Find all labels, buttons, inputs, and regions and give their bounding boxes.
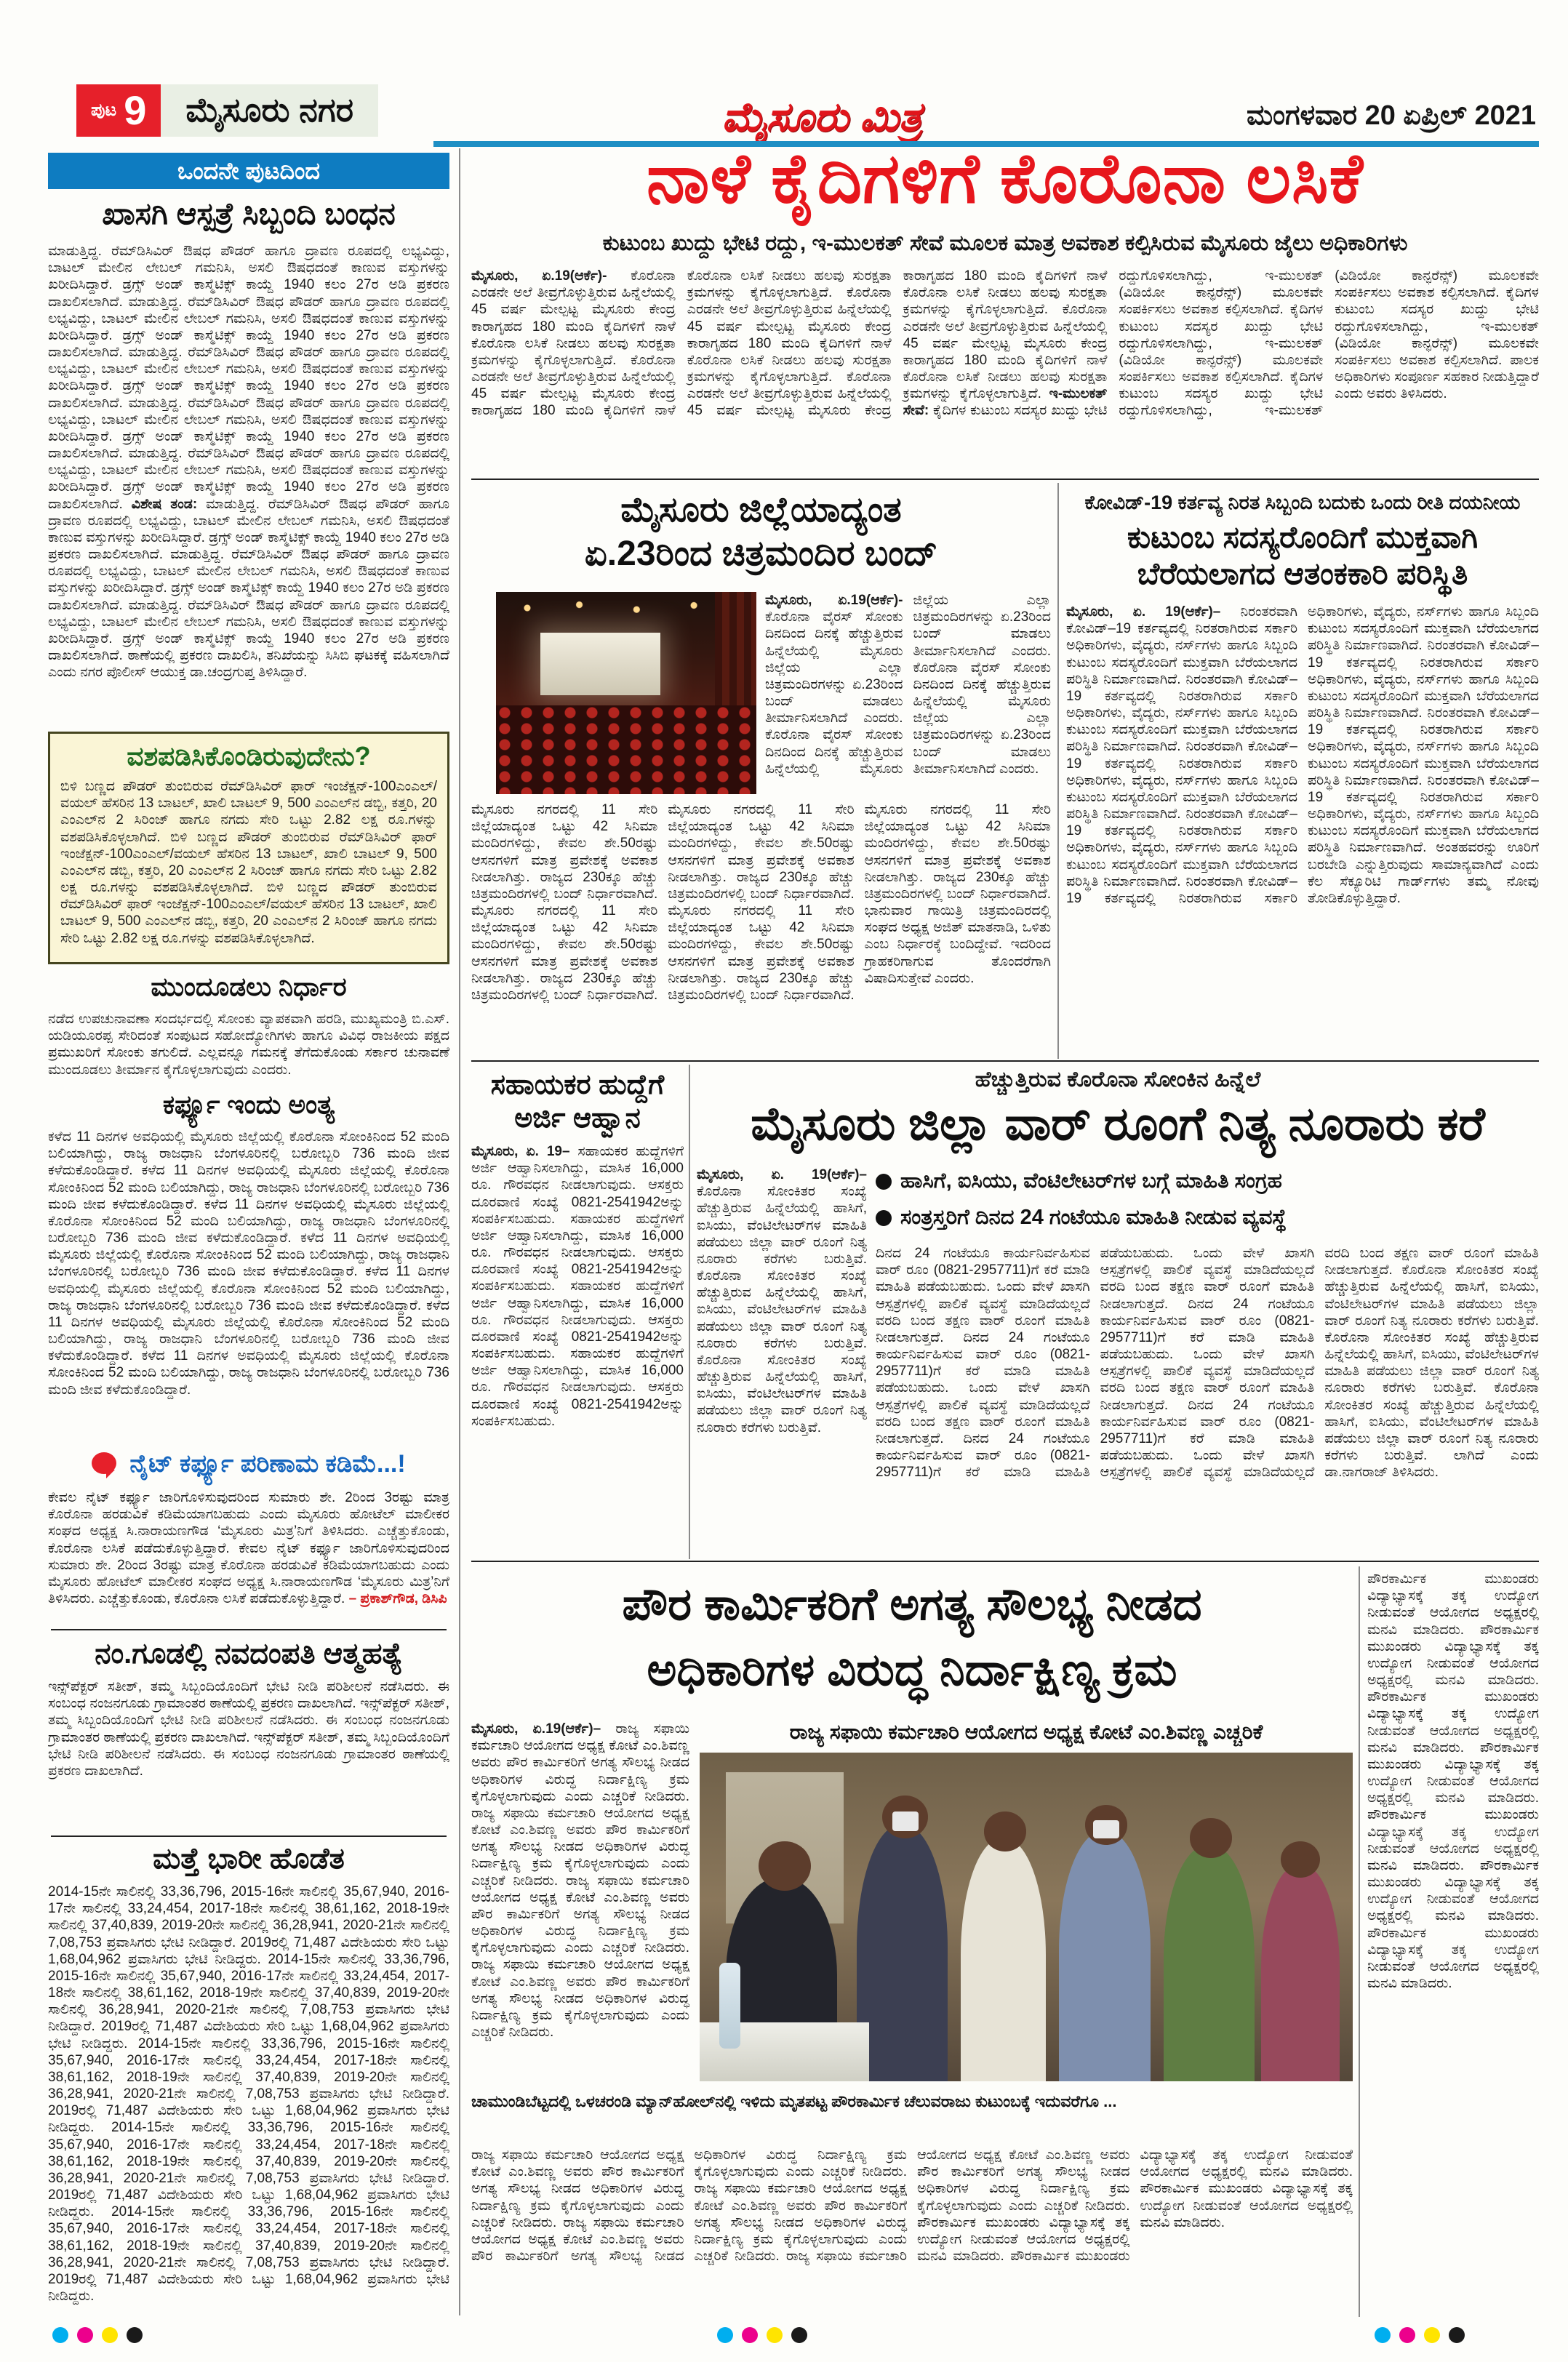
workers-right-text: ಪೌರಕಾರ್ಮಿಕ ಮುಖಂಡರು ವಿದ್ಯಾಭ್ಯಾಸಕ್ಕೆ ತಕ್ಕ ಉದ್ಯೋಗ ನೀಡುವಂತೆ ಆಯೋಗದ ಅಧ್ಯಕ್ಷರಲ್ಲಿ ಮನವಿ ಮಾಡಿದರು. ಪೌರಕಾರ್ಮಿಕ ಮುಖಂಡರು ವಿದ್ಯಾಭ್ಯಾಸಕ್ಕೆ ತಕ್ಕ ಉದ್ಯೋಗ ನೀಡುವಂತೆ ಆಯೋಗದ ಅಧ್ಯಕ್ಷರಲ್ಲಿ ಮನವಿ ಮಾಡಿದರು. ಪೌರಕಾರ್ಮಿಕ ಮುಖಂಡರು ವಿದ್ಯಾಭ್ಯಾಸಕ್ಕೆ ತಕ್ಕ ಉದ್ಯೋಗ ನೀಡುವಂತೆ ಆಯೋಗದ ಅಧ್ಯಕ್ಷರಲ್ಲಿ ಮನವಿ ಮಾಡಿದರು. ಪೌರಕಾರ್ಮಿಕ ಮುಖಂಡರು ವಿದ್ಯಾಭ್ಯಾಸಕ್ಕೆ ತಕ್ಕ ಉದ್ಯೋಗ ನೀಡುವಂತೆ ಆಯೋಗದ ಅಧ್ಯಕ್ಷರಲ್ಲಿ ಮನವಿ ಮಾಡಿದರು. ಪೌರಕಾರ್ಮಿಕ ಮುಖಂಡರು ವಿದ್ಯಾಭ್ಯಾಸಕ್ಕೆ ತಕ್ಕ ಉದ್ಯೋಗ ನೀಡುವಂತೆ ಆಯೋಗದ ಅಧ್ಯಕ್ಷರಲ್ಲಿ ಮನವಿ ಮಾಡಿದರು. ಪೌರಕಾರ್ಮಿಕ ಮುಖಂಡರು ವಿದ್ಯಾಭ್ಯಾಸಕ್ಕೆ ತಕ್ಕ ಉದ್ಯೋಗ ನೀಡುವಂತೆ ಆಯೋಗದ ಅಧ್ಯಕ್ಷರಲ್ಲಿ ಮನವಿ ಮಾಡಿದರು. ಪೌರಕಾರ್ಮಿಕ ಮುಖಂಡರು ವಿದ್ಯಾಭ್ಯಾಸಕ್ಕೆ ತಕ್ಕ ಉದ್ಯೋಗ ನೀಡುವಂತೆ ಆಯೋಗದ ಅಧ್ಯಕ್ಷರಲ್ಲಿ ಮನವಿ ಮಾಡಿದರು. [1367,1572,1539,1992]
section-name: ಮೈಸೂರು ನಗರ [161,84,378,137]
attribution: – ಪ್ರಕಾಶ್‌ಗೌಡ, ಡಿಸಿಪಿ [348,1591,447,1607]
covid-staff-dateline: ಮೈಸೂರು, ಏ. 19(ಆರ್ಕೆ)– [1066,604,1221,620]
assistant-headline-line1: ಸಹಾಯಕರ ಹುದ್ದೆಗೆ [490,1070,665,1100]
war-room-bullets [876,1168,1539,1241]
cinema-body-lower [471,801,1051,1056]
page-header-badge [76,84,378,137]
war-room-bullet-text: ಹಾಸಿಗೆ, ಐಸಿಯು, ವೆಂಟಿಲೇಟರ್‌ಗಳ ಬಗ್ಗೆ ಮಾಹಿತಿ ಸಂಗ್ರಹ [900,1169,1282,1193]
photo-person [961,1838,1046,2081]
photo-person-green-saree [1164,1845,1255,2081]
assistant-headline [471,1069,684,1135]
arrest-tail: ಠಾಣೆಯಲ್ಲಿ ಪ್ರಕರಣ ದಾಖಲಿಸಿ, ತನಿಖೆಯನ್ನು ಸಿಸಿಬಿ ಘಟಕಕ್ಕೆ ವಹಿಸಲಾಗಿದೆ ಎಂದು ನಗರ ಪೊಲೀಸ್ ಆಯುಕ್ತ ಡಾ.ಚಂದ್ರಗುಪ್ತ ತಿಳಿಸಿದ್ದಾರೆ. [48,648,449,681]
photo-cinema-hall [496,592,756,794]
photo-person [857,1825,948,2081]
blow-body [48,1883,449,2311]
war-room-dateline: ಮೈಸೂರು, ಏ. 19(ಆರ್ಕೆ)– [697,1167,867,1182]
cinema-text-2: ಮೈಸೂರು ನಗರದಲ್ಲಿ 11 ಸೇರಿ ಜಿಲ್ಲೆಯಾದ್ಯಂತ ಒಟ್ಟು 42 ಸಿನಿಮಾ ಮಂದಿರಗಳಿದ್ದು, ಕೇವಲ ಶೇ.50ರಷ್ಟು ಆಸನಗಳಿಗೆ ಮಾತ್ರ ಪ್ರವೇಶಕ್ಕೆ ಅವಕಾಶ ನೀಡಲಾಗಿತ್ತು. ರಾಜ್ಯದ 230ಕ್ಕೂ ಹೆಚ್ಚು ಚಿತ್ರಮಂದಿರಗಳಲ್ಲಿ ಬಂದ್ ನಿರ್ಧಾರವಾಗಿದೆ. ಮೈಸೂರು ನಗರದಲ್ಲಿ 11 ಸೇರಿ ಜಿಲ್ಲೆಯಾದ್ಯಂತ ಒಟ್ಟು 42 ಸಿನಿಮಾ ಮಂದಿರಗಳಿದ್ದು, ಕೇವಲ ಶೇ.50ರಷ್ಟು ಆಸನಗಳಿಗೆ ಮಾತ್ರ ಪ್ರವೇಶಕ್ಕೆ ಅವಕಾಶ ನೀಡಲಾಗಿತ್ತು. ರಾಜ್ಯದ 230ಕ್ಕೂ ಹೆಚ್ಚು ಚಿತ್ರಮಂದಿರಗಳಲ್ಲಿ ಬಂದ್ ನಿರ್ಧಾರವಾಗಿದೆ. ಮೈಸೂರು ನಗರದಲ್ಲಿ 11 ಸೇರಿ ಜಿಲ್ಲೆಯಾದ್ಯಂತ ಒಟ್ಟು 42 ಸಿನಿಮಾ ಮಂದಿರಗಳಿದ್ದು, ಕೇವಲ ಶೇ.50ರಷ್ಟು ಆಸನಗಳಿಗೆ ಮಾತ್ರ ಪ್ರವೇಶಕ್ಕೆ ಅವಕಾಶ ನೀಡಲಾಗಿತ್ತು. ರಾಜ್ಯದ 230ಕ್ಕೂ ಹೆಚ್ಚು ಚಿತ್ರಮಂದಿರಗಳಲ್ಲಿ ಬಂದ್ ನಿರ್ಧಾರವಾಗಿದೆ. ಮೈಸೂರು ನಗರದಲ್ಲಿ 11 ಸೇರಿ ಜಿಲ್ಲೆಯಾದ್ಯಂತ ಒಟ್ಟು 42 ಸಿನಿಮಾ ಮಂದಿರಗಳಿದ್ದು, ಕೇವಲ ಶೇ.50ರಷ್ಟು ಆಸನಗಳಿಗೆ ಮಾತ್ರ ಪ್ರವೇಶಕ್ಕೆ ಅವಕಾಶ ನೀಡಲಾಗಿತ್ತು. ರಾಜ್ಯದ 230ಕ್ಕೂ ಹೆಚ್ಚು ಚಿತ್ರಮಂದಿರಗಳಲ್ಲಿ ಬಂದ್ ನಿರ್ಧಾರವಾಗಿದೆ. ಮೈಸೂರು ನಗರದಲ್ಲಿ 11 ಸೇರಿ ಜಿಲ್ಲೆಯಾದ್ಯಂತ ಒಟ್ಟು 42 ಸಿನಿಮಾ ಮಂದಿರಗಳಿದ್ದು, ಕೇವಲ ಶೇ.50ರಷ್ಟು ಆಸನಗಳಿಗೆ ಮಾತ್ರ ಪ್ರವೇಶಕ್ಕೆ ಅವಕಾಶ ನೀಡಲಾಗಿತ್ತು. ರಾಜ್ಯದ 230ಕ್ಕೂ ಹೆಚ್ಚು ಚಿತ್ರಮಂದಿರಗಳಲ್ಲಿ ಬಂದ್ ನಿರ್ಧಾರವಾಗಿದೆ. [471,802,1051,1003]
postpone-body [48,1011,449,1085]
night-curfew-heading: ನೈಟ್ ಕರ್ಫ್ಯೂ ಪರಿಣಾಮ ಕಡಿಮೆ...! [129,1450,406,1478]
magenta-registration-dot [1399,2327,1415,2343]
cinema-headline [471,489,1051,576]
cinema-headline-line2: ಏ.23ರಿಂದ ಚಿತ್ರಮಂದಿರ ಬಂದ್ [584,535,938,573]
postpone-text: ನಡೆದ ಉಪಚುನಾವಣಾ ಸಂದರ್ಭದಲ್ಲಿ ಸೋಂಕು ವ್ಯಾಪಕವಾಗಿ ಹರಡಿ, ಮುಖ್ಯಮಂತ್ರಿ ಬಿ.ಎಸ್. ಯಡಿಯೂರಪ್ಪ ಸೇರಿದಂತೆ ಸಂಪುಟದ ಸಹೋದ್ಯೋಗಿಗಳು ಹಾಗೂ ವಿವಿಧ ರಾಜಕೀಯ ಪಕ್ಷದ ಪ್ರಮುಖರಿಗೆ ಸೋಂಕು ತಗುಲಿದೆ. ಎಲ್ಲವನ್ನೂ ಗಮನಕ್ಕೆ ತೆಗೆದುಕೊಂಡು ಸರ್ಕಾರ ಚುನಾವಣೆ ಮುಂದೂಡಲು ತೀರ್ಮಾನ ಕೈಗೊಳ್ಳಲಾಗುವುದು ಎಂದರು. [48,1012,449,1078]
curfew-body [48,1129,449,1446]
page-number-badge [76,84,161,137]
divider [471,1060,1539,1062]
war-room-bullet-text: ಸಂತ್ರಸ್ತರಿಗೆ ದಿನದ 24 ಗಂಟೆಯೂ ಮಾಹಿತಿ ನೀಡುವ ವ್ಯವಸ್ಥೆ [900,1206,1287,1230]
war-room-ending: ಲಾಗಿದೆ ಎಂದು ಡಾ.ನಾಗರಾಜ್ ತಿಳಿಸಿದರು. [1324,1448,1539,1481]
seized-box-heading: ವಶಪಡಿಸಿಕೊಂಡಿರುವುದೇನು? [127,741,371,771]
suicide-headline: ನಂ.ಗೂಡಲ್ಲಿ ನವದಂಪತಿ ಆತ್ಮಹತ್ಯೆ [95,1638,403,1670]
assistant-body [471,1143,684,1555]
workers-headline [471,1572,1353,1703]
divider [471,1561,1539,1562]
photo-person-head [984,1811,1026,1851]
lead-text: ಕೊರೊನಾ ಎರಡನೇ ಅಲೆ ತೀವ್ರಗೊಳ್ಳುತ್ತಿರುವ ಹಿನ್ನೆಲೆಯಲ್ಲಿ 45 ವರ್ಷ ಮೇಲ್ಪಟ್ಟ ಮೈಸೂರು ಕೇಂದ್ರ ಕಾರಾಗೃಹದ 180 ಮಂದಿ ಕೈದಿಗಳಿಗೆ ನಾಳೆ ಕೊರೊನಾ ಲಸಿಕೆ ನೀಡಲು ಹಲವು ಸುರಕ್ಷತಾ ಕ್ರಮಗಳನ್ನು ಕೈಗೊಳ್ಳಲಾಗುತ್ತಿದೆ. ಕೊರೊನಾ ಎರಡನೇ ಅಲೆ ತೀವ್ರಗೊಳ್ಳುತ್ತಿರುವ ಹಿನ್ನೆಲೆಯಲ್ಲಿ 45 ವರ್ಷ ಮೇಲ್ಪಟ್ಟ ಮೈಸೂರು ಕೇಂದ್ರ ಕಾರಾಗೃಹದ 180 ಮಂದಿ ಕೈದಿಗಳಿಗೆ ನಾಳೆ ಕೊರೊನಾ ಲಸಿಕೆ ನೀಡಲು ಹಲವು ಸುರಕ್ಷತಾ ಕ್ರಮಗಳನ್ನು ಕೈಗೊಳ್ಳಲಾಗುತ್ತಿದೆ. ಕೊರೊನಾ ಎರಡನೇ ಅಲೆ ತೀವ್ರಗೊಳ್ಳುತ್ತಿರುವ ಹಿನ್ನೆಲೆಯಲ್ಲಿ 45 ವರ್ಷ ಮೇಲ್ಪಟ್ಟ ಮೈಸೂರು ಕೇಂದ್ರ ಕಾರಾಗೃಹದ 180 ಮಂದಿ ಕೈದಿಗಳಿಗೆ ನಾಳೆ ಕೊರೊನಾ ಲಸಿಕೆ ನೀಡಲು ಹಲವು ಸುರಕ್ಷತಾ ಕ್ರಮಗಳನ್ನು ಕೈಗೊಳ್ಳಲಾಗುತ್ತಿದೆ. ಕೊರೊನಾ ಎರಡನೇ ಅಲೆ ತೀವ್ರಗೊಳ್ಳುತ್ತಿರುವ ಹಿನ್ನೆಲೆಯಲ್ಲಿ 45 ವರ್ಷ ಮೇಲ್ಪಟ್ಟ ಮೈಸೂರು ಕೇಂದ್ರ ಕಾರಾಗೃಹದ 180 ಮಂದಿ ಕೈದಿಗಳಿಗೆ ನಾಳೆ ಕೊರೊನಾ ಲಸಿಕೆ ನೀಡಲು ಹಲವು ಸುರಕ್ಷತಾ ಕ್ರಮಗಳನ್ನು ಕೈಗೊಳ್ಳಲಾಗುತ್ತಿದೆ. ಕೊರೊನಾ ಎರಡನೇ ಅಲೆ ತೀವ್ರಗೊಳ್ಳುತ್ತಿರುವ ಹಿನ್ನೆಲೆಯಲ್ಲಿ 45 ವರ್ಷ ಮೇಲ್ಪಟ್ಟ ಮೈಸೂರು ಕೇಂದ್ರ ಕಾರಾಗೃಹದ 180 ಮಂದಿ ಕೈದಿಗಳಿಗೆ ನಾಳೆ ಕೊರೊನಾ ಲಸಿಕೆ ನೀಡಲು ಹಲವು ಸುರಕ್ಷತಾ ಕ್ರಮಗಳನ್ನು ಕೈಗೊಳ್ಳಲಾಗುತ್ತಿದೆ. [471,268,1108,419]
covid-staff-body [1066,604,1539,1056]
photo-person-head [1281,1841,1320,1878]
arrest-text-2: ಮಾಡುತ್ತಿದ್ದ. ರೆಮ್‌ಡಿಸಿವಿರ್ ಔಷಧ ಪೌಡರ್ ಹಾಗೂ ದ್ರಾವಣ ರೂಪದಲ್ಲಿ ಲಭ್ಯವಿದ್ದು, ಬಾಟಲ್ ಮೇಲಿನ ಲೇಬಲ್ ಗಮನಿಸಿ, ಅಸಲಿ ಔಷಧದಂತೆ ಕಾಣುವ ವಸ್ತುಗಳನ್ನು ಖರೀದಿಸಿದ್ದಾರೆ. ಡ್ರಗ್ಸ್ ಅಂಡ್ ಕಾಸ್ಮೆಟಿಕ್ಸ್ ಕಾಯ್ದೆ 1940 ಕಲಂ 27ರ ಅಡಿ ಪ್ರಕರಣ ದಾಖಲಿಸಲಾಗಿದೆ. ಮಾಡುತ್ತಿದ್ದ. ರೆಮ್‌ಡಿಸಿವಿರ್ ಔಷಧ ಪೌಡರ್ ಹಾಗೂ ದ್ರಾವಣ ರೂಪದಲ್ಲಿ ಲಭ್ಯವಿದ್ದು, ಬಾಟಲ್ ಮೇಲಿನ ಲೇಬಲ್ ಗಮನಿಸಿ, ಅಸಲಿ ಔಷಧದಂತೆ ಕಾಣುವ ವಸ್ತುಗಳನ್ನು ಖರೀದಿಸಿದ್ದಾರೆ. ಡ್ರಗ್ಸ್ ಅಂಡ್ ಕಾಸ್ಮೆಟಿಕ್ಸ್ ಕಾಯ್ದೆ 1940 ಕಲಂ 27ರ ಅಡಿ ಪ್ರಕರಣ ದಾಖಲಿಸಲಾಗಿದೆ. ಮಾಡುತ್ತಿದ್ದ. ರೆಮ್‌ಡಿಸಿವಿರ್ ಔಷಧ ಪೌಡರ್ ಹಾಗೂ ದ್ರಾವಣ ರೂಪದಲ್ಲಿ ಲಭ್ಯವಿದ್ದು, ಬಾಟಲ್ ಮೇಲಿನ ಲೇಬಲ್ ಗಮನಿಸಿ, ಅಸಲಿ ಔಷಧದಂತೆ ಕಾಣುವ ವಸ್ತುಗಳನ್ನು ಖರೀದಿಸಿದ್ದಾರೆ. ಡ್ರಗ್ಸ್ ಅಂಡ್ ಕಾಸ್ಮೆಟಿಕ್ಸ್ ಕಾಯ್ದೆ 1940 ಕಲಂ 27ರ ಅಡಿ ಪ್ರಕರಣ ದಾಖಲಿಸಲಾಗಿದೆ. [48,496,449,664]
yellow-registration-dot [1424,2327,1440,2343]
blow-text: 2014-15ನೇ ಸಾಲಿನಲ್ಲಿ 33,36,796, 2015-16ನೇ ಸಾಲಿನಲ್ಲಿ 35,67,940, 2016-17ನೇ ಸಾಲಿನಲ್ಲಿ 33,24,454, 2017-18ನೇ ಸಾಲಿನಲ್ಲಿ 38,61,162, 2018-19ನೇ ಸಾಲಿನಲ್ಲಿ 37,40,839, 2019-20ನೇ ಸಾಲಿನಲ್ಲಿ 36,28,941, 2020-21ನೇ ಸಾಲಿನಲ್ಲಿ 7,08,753 ಪ್ರವಾಸಿಗರು ಭೇಟಿ ನೀಡಿದ್ದಾರೆ. 2019ರಲ್ಲಿ 71,487 ವಿದೇಶಿಯರು ಸೇರಿ ಒಟ್ಟು 1,68,04,962 ಪ್ರವಾಸಿಗರು ಭೇಟಿ ನೀಡಿದ್ದರು. 2014-15ನೇ ಸಾಲಿನಲ್ಲಿ 33,36,796, 2015-16ನೇ ಸಾಲಿನಲ್ಲಿ 35,67,940, 2016-17ನೇ ಸಾಲಿನಲ್ಲಿ 33,24,454, 2017-18ನೇ ಸಾಲಿನಲ್ಲಿ 38,61,162, 2018-19ನೇ ಸಾಲಿನಲ್ಲಿ 37,40,839, 2019-20ನೇ ಸಾಲಿನಲ್ಲಿ 36,28,941, 2020-21ನೇ ಸಾಲಿನಲ್ಲಿ 7,08,753 ಪ್ರವಾಸಿಗರು ಭೇಟಿ ನೀಡಿದ್ದಾರೆ. 2019ರಲ್ಲಿ 71,487 ವಿದೇಶಿಯರು ಸೇರಿ ಒಟ್ಟು 1,68,04,962 ಪ್ರವಾಸಿಗರು ಭೇಟಿ ನೀಡಿದ್ದರು. 2014-15ನೇ ಸಾಲಿನಲ್ಲಿ 33,36,796, 2015-16ನೇ ಸಾಲಿನಲ್ಲಿ 35,67,940, 2016-17ನೇ ಸಾಲಿನಲ್ಲಿ 33,24,454, 2017-18ನೇ ಸಾಲಿನಲ್ಲಿ 38,61,162, 2018-19ನೇ ಸಾಲಿನಲ್ಲಿ 37,40,839, 2019-20ನೇ ಸಾಲಿನಲ್ಲಿ 36,28,941, 2020-21ನೇ ಸಾಲಿನಲ್ಲಿ 7,08,753 ಪ್ರವಾಸಿಗರು ಭೇಟಿ ನೀಡಿದ್ದಾರೆ. 2019ರಲ್ಲಿ 71,487 ವಿದೇಶಿಯರು ಸೇರಿ ಒಟ್ಟು 1,68,04,962 ಪ್ರವಾಸಿಗರು ಭೇಟಿ ನೀಡಿದ್ದರು. 2014-15ನೇ ಸಾಲಿನಲ್ಲಿ 33,36,796, 2015-16ನೇ ಸಾಲಿನಲ್ಲಿ 35,67,940, 2016-17ನೇ ಸಾಲಿನಲ್ಲಿ 33,24,454, 2017-18ನೇ ಸಾಲಿನಲ್ಲಿ 38,61,162, 2018-19ನೇ ಸಾಲಿನಲ್ಲಿ 37,40,839, 2019-20ನೇ ಸಾಲಿನಲ್ಲಿ 36,28,941, 2020-21ನೇ ಸಾಲಿನಲ್ಲಿ 7,08,753 ಪ್ರವಾಸಿಗರು ಭೇಟಿ ನೀಡಿದ್ದಾರೆ. 2019ರಲ್ಲಿ 71,487 ವಿದೇಶಿಯರು ಸೇರಿ ಒಟ್ಟು 1,68,04,962 ಪ್ರವಾಸಿಗರು ಭೇಟಿ ನೀಡಿದ್ದರು. 2014-15ನೇ ಸಾಲಿನಲ್ಲಿ 33,36,796, 2015-16ನೇ ಸಾಲಿನಲ್ಲಿ 35,67,940, 2016-17ನೇ ಸಾಲಿನಲ್ಲಿ 33,24,454, 2017-18ನೇ ಸಾಲಿನಲ್ಲಿ 38,61,162, 2018-19ನೇ ಸಾಲಿನಲ್ಲಿ 37,40,839, 2019-20ನೇ ಸಾಲಿನಲ್ಲಿ 36,28,941, 2020-21ನೇ ಸಾಲಿನಲ್ಲಿ 7,08,753 ಪ್ರವಾಸಿಗರು ಭೇಟಿ ನೀಡಿದ್ದಾರೆ. 2019ರಲ್ಲಿ 71,487 ವಿದೇಶಿಯರು ಸೇರಿ ಒಟ್ಟು 1,68,04,962 ಪ್ರವಾಸಿಗರು ಭೇಟಿ ನೀಡಿದ್ದರು. [48,1884,449,2305]
lead-body [471,268,1539,476]
war-room-headline: ಮೈಸೂರು ಜಿಲ್ಲಾ ವಾರ್ ರೂಂಗೆ ನಿತ್ಯ ನೂರಾರು ಕರೆ [751,1097,1485,1150]
cinema-seats [496,705,756,794]
covid-staff-text: ನಿರಂತರವಾಗಿ ಕೋವಿಡ್–19 ಕರ್ತವ್ಯದಲ್ಲಿ ನಿರತರಾಗಿರುವ ಸರ್ಕಾರಿ ಅಧಿಕಾರಿಗಳು, ವೈದ್ಯರು, ನರ್ಸ್‌ಗಳು ಹಾಗೂ ಸಿಬ್ಬಂದಿ ಕುಟುಂಬ ಸದಸ್ಯರೊಂದಿಗೆ ಮುಕ್ತವಾಗಿ ಬೆರೆಯಲಾಗದ ಪರಿಸ್ಥಿತಿ ನಿರ್ಮಾಣವಾಗಿದೆ. ನಿರಂತರವಾಗಿ ಕೋವಿಡ್–19 ಕರ್ತವ್ಯದಲ್ಲಿ ನಿರತರಾಗಿರುವ ಸರ್ಕಾರಿ ಅಧಿಕಾರಿಗಳು, ವೈದ್ಯರು, ನರ್ಸ್‌ಗಳು ಹಾಗೂ ಸಿಬ್ಬಂದಿ ಕುಟುಂಬ ಸದಸ್ಯರೊಂದಿಗೆ ಮುಕ್ತವಾಗಿ ಬೆರೆಯಲಾಗದ ಪರಿಸ್ಥಿತಿ ನಿರ್ಮಾಣವಾಗಿದೆ. ನಿರಂತರವಾಗಿ ಕೋವಿಡ್–19 ಕರ್ತವ್ಯದಲ್ಲಿ ನಿರತರಾಗಿರುವ ಸರ್ಕಾರಿ ಅಧಿಕಾರಿಗಳು, ವೈದ್ಯರು, ನರ್ಸ್‌ಗಳು ಹಾಗೂ ಸಿಬ್ಬಂದಿ ಕುಟುಂಬ ಸದಸ್ಯರೊಂದಿಗೆ ಮುಕ್ತವಾಗಿ ಬೆರೆಯಲಾಗದ ಪರಿಸ್ಥಿತಿ ನಿರ್ಮಾಣವಾಗಿದೆ. ನಿರಂತರವಾಗಿ ಕೋವಿಡ್–19 ಕರ್ತವ್ಯದಲ್ಲಿ ನಿರತರಾಗಿರುವ ಸರ್ಕಾರಿ ಅಧಿಕಾರಿಗಳು, ವೈದ್ಯರು, ನರ್ಸ್‌ಗಳು ಹಾಗೂ ಸಿಬ್ಬಂದಿ ಕುಟುಂಬ ಸದಸ್ಯರೊಂದಿಗೆ ಮುಕ್ತವಾಗಿ ಬೆರೆಯಲಾಗದ ಪರಿಸ್ಥಿತಿ ನಿರ್ಮಾಣವಾಗಿದೆ. ನಿರಂತರವಾಗಿ ಕೋವಿಡ್–19 ಕರ್ತವ್ಯದಲ್ಲಿ ನಿರತರಾಗಿರುವ ಸರ್ಕಾರಿ ಅಧಿಕಾರಿಗಳು, ವೈದ್ಯರು, ನರ್ಸ್‌ಗಳು ಹಾಗೂ ಸಿಬ್ಬಂದಿ ಕುಟುಂಬ ಸದಸ್ಯರೊಂದಿಗೆ ಮುಕ್ತವಾಗಿ ಬೆರೆಯಲಾಗದ ಪರಿಸ್ಥಿತಿ ನಿರ್ಮಾಣವಾಗಿದೆ. ನಿರಂತರವಾಗಿ ಕೋವಿಡ್–19 ಕರ್ತವ್ಯದಲ್ಲಿ ನಿರತರಾಗಿರುವ ಸರ್ಕಾರಿ ಅಧಿಕಾರಿಗಳು, ವೈದ್ಯರು, ನರ್ಸ್‌ಗಳು ಹಾಗೂ ಸಿಬ್ಬಂದಿ ಕುಟುಂಬ ಸದಸ್ಯರೊಂದಿಗೆ ಮುಕ್ತವಾಗಿ ಬೆರೆಯಲಾಗದ ಪರಿಸ್ಥಿತಿ ನಿರ್ಮಾಣವಾಗಿದೆ. ನಿರಂತರವಾಗಿ ಕೋವಿಡ್–19 ಕರ್ತವ್ಯದಲ್ಲಿ ನಿರತರಾಗಿರುವ ಸರ್ಕಾರಿ ಅಧಿಕಾರಿಗಳು, ವೈದ್ಯರು, ನರ್ಸ್‌ಗಳು ಹಾಗೂ ಸಿಬ್ಬಂದಿ ಕುಟುಂಬ ಸದಸ್ಯರೊಂದಿಗೆ ಮುಕ್ತವಾಗಿ ಬೆರೆಯಲಾಗದ ಪರಿಸ್ಥಿತಿ ನಿರ್ಮಾಣವಾಗಿದೆ. ನಿರಂತರವಾಗಿ ಕೋವಿಡ್–19 ಕರ್ತವ್ಯದಲ್ಲಿ ನಿರತರಾಗಿರುವ ಸರ್ಕಾರಿ ಅಧಿಕಾರಿಗಳು, ವೈದ್ಯರು, ನರ್ಸ್‌ಗಳು ಹಾಗೂ ಸಿಬ್ಬಂದಿ ಕುಟುಂಬ ಸದಸ್ಯರೊಂದಿಗೆ ಮುಕ್ತವಾಗಿ ಬೆರೆಯಲಾಗದ ಪರಿಸ್ಥಿತಿ ನಿರ್ಮಾಣವಾಗಿದೆ. [1066,604,1539,906]
photo-person-floral-saree [1059,1831,1151,2081]
arrest-body [48,243,449,727]
arrest-text: ಮಾಡುತ್ತಿದ್ದ. ರೆಮ್‌ಡಿಸಿವಿರ್ ಔಷಧ ಪೌಡರ್ ಹಾಗೂ ದ್ರಾವಣ ರೂಪದಲ್ಲಿ ಲಭ್ಯವಿದ್ದು, ಬಾಟಲ್ ಮೇಲಿನ ಲೇಬಲ್ ಗಮನಿಸಿ, ಅಸಲಿ ಔಷಧದಂತೆ ಕಾಣುವ ವಸ್ತುಗಳನ್ನು ಖರೀದಿಸಿದ್ದಾರೆ. ಡ್ರಗ್ಸ್ ಅಂಡ್ ಕಾಸ್ಮೆಟಿಕ್ಸ್ ಕಾಯ್ದೆ 1940 ಕಲಂ 27ರ ಅಡಿ ಪ್ರಕರಣ ದಾಖಲಿಸಲಾಗಿದೆ. ಮಾಡುತ್ತಿದ್ದ. ರೆಮ್‌ಡಿಸಿವಿರ್ ಔಷಧ ಪೌಡರ್ ಹಾಗೂ ದ್ರಾವಣ ರೂಪದಲ್ಲಿ ಲಭ್ಯವಿದ್ದು, ಬಾಟಲ್ ಮೇಲಿನ ಲೇಬಲ್ ಗಮನಿಸಿ, ಅಸಲಿ ಔಷಧದಂತೆ ಕಾಣುವ ವಸ್ತುಗಳನ್ನು ಖರೀದಿಸಿದ್ದಾರೆ. ಡ್ರಗ್ಸ್ ಅಂಡ್ ಕಾಸ್ಮೆಟಿಕ್ಸ್ ಕಾಯ್ದೆ 1940 ಕಲಂ 27ರ ಅಡಿ ಪ್ರಕರಣ ದಾಖಲಿಸಲಾಗಿದೆ. ಮಾಡುತ್ತಿದ್ದ. ರೆಮ್‌ಡಿಸಿವಿರ್ ಔಷಧ ಪೌಡರ್ ಹಾಗೂ ದ್ರಾವಣ ರೂಪದಲ್ಲಿ ಲಭ್ಯವಿದ್ದು, ಬಾಟಲ್ ಮೇಲಿನ ಲೇಬಲ್ ಗಮನಿಸಿ, ಅಸಲಿ ಔಷಧದಂತೆ ಕಾಣುವ ವಸ್ತುಗಳನ್ನು ಖರೀದಿಸಿದ್ದಾರೆ. ಡ್ರಗ್ಸ್ ಅಂಡ್ ಕಾಸ್ಮೆಟಿಕ್ಸ್ ಕಾಯ್ದೆ 1940 ಕಲಂ 27ರ ಅಡಿ ಪ್ರಕರಣ ದಾಖಲಿಸಲಾಗಿದೆ. ಮಾಡುತ್ತಿದ್ದ. ರೆಮ್‌ಡಿಸಿವಿರ್ ಔಷಧ ಪೌಡರ್ ಹಾಗೂ ದ್ರಾವಣ ರೂಪದಲ್ಲಿ ಲಭ್ಯವಿದ್ದು, ಬಾಟಲ್ ಮೇಲಿನ ಲೇಬಲ್ ಗಮನಿಸಿ, ಅಸಲಿ ಔಷಧದಂತೆ ಕಾಣುವ ವಸ್ತುಗಳನ್ನು ಖರೀದಿಸಿದ್ದಾರೆ. ಡ್ರಗ್ಸ್ ಅಂಡ್ ಕಾಸ್ಮೆಟಿಕ್ಸ್ ಕಾಯ್ದೆ 1940 ಕಲಂ 27ರ ಅಡಿ ಪ್ರಕರಣ ದಾಖಲಿಸಲಾಗಿದೆ. ಮಾಡುತ್ತಿದ್ದ. ರೆಮ್‌ಡಿಸಿವಿರ್ ಔಷಧ ಪೌಡರ್ ಹಾಗೂ ದ್ರಾವಣ ರೂಪದಲ್ಲಿ ಲಭ್ಯವಿದ್ದು, ಬಾಟಲ್ ಮೇಲಿನ ಲೇಬಲ್ ಗಮನಿಸಿ, ಅಸಲಿ ಔಷಧದಂತೆ ಕಾಣುವ ವಸ್ತುಗಳನ್ನು ಖರೀದಿಸಿದ್ದಾರೆ. ಡ್ರಗ್ಸ್ ಅಂಡ್ ಕಾಸ್ಮೆಟಿಕ್ಸ್ ಕಾಯ್ದೆ 1940 ಕಲಂ 27ರ ಅಡಿ ಪ್ರಕರಣ ದಾಖಲಿಸಲಾಗಿದೆ. [48,244,449,512]
photo-face-mask [1093,1820,1119,1838]
cyan-registration-dot [52,2327,68,2343]
lead-ending: ಪಾಲಕ ಅಧಿಕಾರಿಗಳು ಸಂಪೂರ್ಣ ಸಹಕಾರ ನೀಡುತ್ತಿದ್ದಾರೆ ಎಂದು ಅವರು ತಿಳಿಸಿದರು. [1335,352,1539,402]
yellow-registration-dot [102,2327,118,2343]
divider [51,1835,447,1837]
workers-dateline: ಮೈಸೂರು, ಏ.19(ಆರ್ಕೆ)– [471,1721,601,1737]
curfew-heading: ಕರ್ಫ್ಯೂ ಇಂದು ಅಂತ್ಯ [162,1089,335,1119]
war-room-bullet [876,1204,1539,1230]
curfew-text: ಕಳೆದ 11 ದಿನಗಳ ಅವಧಿಯಲ್ಲಿ ಮೈಸೂರು ಜಿಲ್ಲೆಯಲ್ಲಿ ಕೊರೊನಾ ಸೋಂಕಿನಿಂದ 52 ಮಂದಿ ಬಲಿಯಾಗಿದ್ದು, ರಾಜ್ಯ ರಾಜಧಾನಿ ಬೆಂಗಳೂರಿನಲ್ಲಿ ಬರೋಬ್ಬರಿ 736 ಮಂದಿ ಜೀವ ಕಳೆದುಕೊಂಡಿದ್ದಾರೆ. ಕಳೆದ 11 ದಿನಗಳ ಅವಧಿಯಲ್ಲಿ ಮೈಸೂರು ಜಿಲ್ಲೆಯಲ್ಲಿ ಕೊರೊನಾ ಸೋಂಕಿನಿಂದ 52 ಮಂದಿ ಬಲಿಯಾಗಿದ್ದು, ರಾಜ್ಯ ರಾಜಧಾನಿ ಬೆಂಗಳೂರಿನಲ್ಲಿ ಬರೋಬ್ಬರಿ 736 ಮಂದಿ ಜೀವ ಕಳೆದುಕೊಂಡಿದ್ದಾರೆ. ಕಳೆದ 11 ದಿನಗಳ ಅವಧಿಯಲ್ಲಿ ಮೈಸೂರು ಜಿಲ್ಲೆಯಲ್ಲಿ ಕೊರೊನಾ ಸೋಂಕಿನಿಂದ 52 ಮಂದಿ ಬಲಿಯಾಗಿದ್ದು, ರಾಜ್ಯ ರಾಜಧಾನಿ ಬೆಂಗಳೂರಿನಲ್ಲಿ ಬರೋಬ್ಬರಿ 736 ಮಂದಿ ಜೀವ ಕಳೆದುಕೊಂಡಿದ್ದಾರೆ. ಕಳೆದ 11 ದಿನಗಳ ಅವಧಿಯಲ್ಲಿ ಮೈಸೂರು ಜಿಲ್ಲೆಯಲ್ಲಿ ಕೊರೊನಾ ಸೋಂಕಿನಿಂದ 52 ಮಂದಿ ಬಲಿಯಾಗಿದ್ದು, ರಾಜ್ಯ ರಾಜಧಾನಿ ಬೆಂಗಳೂರಿನಲ್ಲಿ ಬರೋಬ್ಬರಿ 736 ಮಂದಿ ಜೀವ ಕಳೆದುಕೊಂಡಿದ್ದಾರೆ. ಕಳೆದ 11 ದಿನಗಳ ಅವಧಿಯಲ್ಲಿ ಮೈಸೂರು ಜಿಲ್ಲೆಯಲ್ಲಿ ಕೊರೊನಾ ಸೋಂಕಿನಿಂದ 52 ಮಂದಿ ಬಲಿಯಾಗಿದ್ದು, ರಾಜ್ಯ ರಾಜಧಾನಿ ಬೆಂಗಳೂರಿನಲ್ಲಿ ಬರೋಬ್ಬರಿ 736 ಮಂದಿ ಜೀವ ಕಳೆದುಕೊಂಡಿದ್ದಾರೆ. ಕಳೆದ 11 ದಿನಗಳ ಅವಧಿಯಲ್ಲಿ ಮೈಸೂರು ಜಿಲ್ಲೆಯಲ್ಲಿ ಕೊರೊನಾ ಸೋಂಕಿನಿಂದ 52 ಮಂದಿ ಬಲಿಯಾಗಿದ್ದು, ರಾಜ್ಯ ರಾಜಧಾನಿ ಬೆಂಗಳೂರಿನಲ್ಲಿ ಬರೋಬ್ಬರಿ 736 ಮಂದಿ ಜೀವ ಕಳೆದುಕೊಂಡಿದ್ದಾರೆ. ಕಳೆದ 11 ದಿನಗಳ ಅವಧಿಯಲ್ಲಿ ಮೈಸೂರು ಜಿಲ್ಲೆಯಲ್ಲಿ ಕೊರೊನಾ ಸೋಂಕಿನಿಂದ 52 ಮಂದಿ ಬಲಿಯಾಗಿದ್ದು, ರಾಜ್ಯ ರಾಜಧಾನಿ ಬೆಂಗಳೂರಿನಲ್ಲಿ ಬರೋಬ್ಬರಿ 736 ಮಂದಿ ಜೀವ ಕಳೆದುಕೊಂಡಿದ್ದಾರೆ. [48,1129,449,1398]
covid-staff-headline-line2: ಬೆರೆಯಲಾಗದ ಆತಂಕಕಾರಿ ಪರಿಸ್ಥಿತಿ [1137,556,1468,591]
issue-date: ಮಂಗಳವಾರ 20 ಏಪ್ರಿಲ್ 2021 [1246,100,1536,131]
print-registration-marks [52,2327,143,2343]
yellow-registration-dot [767,2327,783,2343]
masthead: ಮೈಸೂರು ಮಿತ್ರ [721,94,922,140]
photo-face-mask [892,1811,919,1831]
workers-bottom-text-2: ಪೌರಕಾರ್ಮಿಕ ಮುಖಂಡರು ವಿದ್ಯಾಭ್ಯಾಸಕ್ಕೆ ತಕ್ಕ ಉದ್ಯೋಗ ನೀಡುವಂತೆ ಆಯೋಗದ ಅಧ್ಯಕ್ಷರಲ್ಲಿ ಮನವಿ ಮಾಡಿದರು. ಪೌರಕಾರ್ಮಿಕ ಮುಖಂಡರು ವಿದ್ಯಾಭ್ಯಾಸಕ್ಕೆ ತಕ್ಕ ಉದ್ಯೋಗ ನೀಡುವಂತೆ ಆಯೋಗದ ಅಧ್ಯಕ್ಷರಲ್ಲಿ ಮನವಿ ಮಾಡಿದರು. ಪೌರಕಾರ್ಮಿಕ ಮುಖಂಡರು ವಿದ್ಯಾಭ್ಯಾಸಕ್ಕೆ ತಕ್ಕ ಉದ್ಯೋಗ ನೀಡುವಂತೆ ಆಯೋಗದ ಅಧ್ಯಕ್ಷರಲ್ಲಿ ಮನವಿ ಮಾಡಿದರು. [917,2147,1353,2265]
bullet-icon [876,1174,892,1190]
seized-items-box [48,732,449,964]
seized-text: ಬಿಳಿ ಬಣ್ಣದ ಪೌಡರ್ ತುಂಬಿರುವ ರೆಮ್‌ಡಿಸಿವಿರ್ ಫಾರ್ ಇಂಜೆಕ್ಷನ್-100ಎಂಎಲ್/ವಯಲ್ ಹೆಸರಿನ 13 ಬಾಟಲ್, ಖಾಲಿ ಬಾಟಲ್ 9, 500 ಎಂಎಲ್‌ನ ಡಬ್ಬಿ, ಕತ್ತರಿ, 20 ಎಂಎಲ್‌ನ 2 ಸಿರಿಂಜ್ ಹಾಗೂ ನಗದು ಸೇರಿ ಒಟ್ಟು 2.82 ಲಕ್ಷ ರೂ.ಗಳನ್ನು ವಶಪಡಿಸಿಕೊಳ್ಳಲಾಗಿದೆ. ಬಿಳಿ ಬಣ್ಣದ ಪೌಡರ್ ತುಂಬಿರುವ ರೆಮ್‌ಡಿಸಿವಿರ್ ಫಾರ್ ಇಂಜೆಕ್ಷನ್-100ಎಂಎಲ್/ವಯಲ್ ಹೆಸರಿನ 13 ಬಾಟಲ್, ಖಾಲಿ ಬಾಟಲ್ 9, 500 ಎಂಎಲ್‌ನ ಡಬ್ಬಿ, ಕತ್ತರಿ, 20 ಎಂಎಲ್‌ನ 2 ಸಿರಿಂಜ್ ಹಾಗೂ ನಗದು ಸೇರಿ ಒಟ್ಟು 2.82 ಲಕ್ಷ ರೂ.ಗಳನ್ನು ವಶಪಡಿಸಿಕೊಳ್ಳಲಾಗಿದೆ. ಬಿಳಿ ಬಣ್ಣದ ಪೌಡರ್ ತುಂಬಿರುವ ರೆಮ್‌ಡಿಸಿವಿರ್ ಫಾರ್ ಇಂಜೆಕ್ಷನ್-100ಎಂಎಲ್/ವಯಲ್ ಹೆಸರಿನ 13 ಬಾಟಲ್, ಖಾಲಿ ಬಾಟಲ್ 9, 500 ಎಂಎಲ್‌ನ ಡಬ್ಬಿ, ಕತ್ತರಿ, 20 ಎಂಎಲ್‌ನ 2 ಸಿರಿಂಜ್ ಹಾಗೂ ನಗದು ಸೇರಿ ಒಟ್ಟು 2.82 ಲಕ್ಷ ರೂ.ಗಳನ್ನು ವಶಪಡಿಸಿಕೊಳ್ಳಲಾಗಿದೆ. [60,779,437,946]
war-room-lead-column [697,1166,867,1556]
lead-dateline: ಮೈಸೂರು, ಏ.19(ಆರ್ಕೆ)- [471,268,607,284]
suicide-text: ಇನ್ಸ್‌ಪೆಕ್ಟರ್ ಸತೀಶ್, ತಮ್ಮ ಸಿಬ್ಬಂದಿಯೊಂದಿಗೆ ಭೇಟಿ ನೀಡಿ ಪರಿಶೀಲನೆ ನಡೆಸಿದರು. ಈ ಸಂಬಂಧ ನಂಜನಗೂಡು ಗ್ರಾಮಾಂತರ ಠಾಣೆಯಲ್ಲಿ ಪ್ರಕರಣ ದಾಖಲಾಗಿದೆ. ಇನ್ಸ್‌ಪೆಕ್ಟರ್ ಸತೀಶ್, ತಮ್ಮ ಸಿಬ್ಬಂದಿಯೊಂದಿಗೆ ಭೇಟಿ ನೀಡಿ ಪರಿಶೀಲನೆ ನಡೆಸಿದರು. ಈ ಸಂಬಂಧ ನಂಜನಗೂಡು ಗ್ರಾಮಾಂತರ ಠಾಣೆಯಲ್ಲಿ ಪ್ರಕರಣ ದಾಖಲಾಗಿದೆ. ಇನ್ಸ್‌ಪೆಕ್ಟರ್ ಸತೀಶ್, ತಮ್ಮ ಸಿಬ್ಬಂದಿಯೊಂದಿಗೆ ಭೇಟಿ ನೀಡಿ ಪರಿಶೀಲನೆ ನಡೆಸಿದರು. ಈ ಸಂಬಂಧ ನಂಜನಗೂಡು ಗ್ರಾಮಾಂತರ ಠಾಣೆಯಲ್ಲಿ ಪ್ರಕರಣ ದಾಖಲಾಗಿದೆ. [48,1679,449,1779]
war-room-body [876,1245,1539,1556]
workers-bottom-text: ರಾಜ್ಯ ಸಫಾಯಿ ಕರ್ಮಚಾರಿ ಆಯೋಗದ ಅಧ್ಯಕ್ಷ ಕೋಟೆ ಎಂ.ಶಿವಣ್ಣ ಅವರು ಪೌರ ಕಾರ್ಮಿಕರಿಗೆ ಅಗತ್ಯ ಸೌಲಭ್ಯ ನೀಡದ ಅಧಿಕಾರಿಗಳ ವಿರುದ್ಧ ನಿರ್ದಾಕ್ಷಿಣ್ಯ ಕ್ರಮ ಕೈಗೊಳ್ಳಲಾಗುವುದು ಎಂದು ಎಚ್ಚರಿಕೆ ನೀಡಿದರು. ರಾಜ್ಯ ಸಫಾಯಿ ಕರ್ಮಚಾರಿ ಆಯೋಗದ ಅಧ್ಯಕ್ಷ ಕೋಟೆ ಎಂ.ಶಿವಣ್ಣ ಅವರು ಪೌರ ಕಾರ್ಮಿಕರಿಗೆ ಅಗತ್ಯ ಸೌಲಭ್ಯ ನೀಡದ ಅಧಿಕಾರಿಗಳ ವಿರುದ್ಧ ನಿರ್ದಾಕ್ಷಿಣ್ಯ ಕ್ರಮ ಕೈಗೊಳ್ಳಲಾಗುವುದು ಎಂದು ಎಚ್ಚರಿಕೆ ನೀಡಿದರು. ರಾಜ್ಯ ಸಫಾಯಿ ಕರ್ಮಚಾರಿ ಆಯೋಗದ ಅಧ್ಯಕ್ಷ ಕೋಟೆ ಎಂ.ಶಿವಣ್ಣ ಅವರು ಪೌರ ಕಾರ್ಮಿಕರಿಗೆ ಅಗತ್ಯ ಸೌಲಭ್ಯ ನೀಡದ ಅಧಿಕಾರಿಗಳ ವಿರುದ್ಧ ನಿರ್ದಾಕ್ಷಿಣ್ಯ ಕ್ರಮ ಕೈಗೊಳ್ಳಲಾಗುವುದು ಎಂದು ಎಚ್ಚರಿಕೆ ನೀಡಿದರು. ರಾಜ್ಯ ಸಫಾಯಿ ಕರ್ಮಚಾರಿ ಆಯೋಗದ ಅಧ್ಯಕ್ಷ ಕೋಟೆ ಎಂ.ಶಿವಣ್ಣ ಅವರು ಪೌರ ಕಾರ್ಮಿಕರಿಗೆ ಅಗತ್ಯ ಸೌಲಭ್ಯ ನೀಡದ ಅಧಿಕಾರಿಗಳ ವಿರುದ್ಧ ನಿರ್ದಾಕ್ಷಿಣ್ಯ ಕ್ರಮ ಕೈಗೊಳ್ಳಲಾಗುವುದು ಎಂದು ಎಚ್ಚರಿಕೆ ನೀಡಿದರು. [471,2147,1130,2265]
lead-kicker: ಕುಟುಂಬ ಖುದ್ದು ಭೇಟಿ ರದ್ದು, ಇ-ಮುಲಕತ್ ಸೇವೆ ಮೂಲಕ ಮಾತ್ರ ಅವಕಾಶ ಕಲ್ಪಿಸಿರುವ ಮೈಸೂರು ಜೈಲು ಅಧಿಕಾರಿಗಳು [602,231,1408,255]
photo-person-head [759,1841,811,1891]
photo-caption: ಚಾಮುಂಡಿಬೆಟ್ಟದಲ್ಲಿ ಒಳಚರಂಡಿ ಮ್ಯಾನ್‌ಹೋಲ್‌ನಲ್ಲಿ ಇಳಿದು ಮೃತಪಟ್ಟ ಪೌರಕಾರ್ಮಿಕ ಚೆಲುವರಾಜು ಕುಟುಂಬಕ್ಕೆ ಇದುವರೆಗೂ ... [471,2092,1117,2110]
covid-staff-kicker: ಕೋವಿಡ್-19 ಕರ್ತವ್ಯ ನಿರತ ಸಿಬ್ಬಂದಿ ಬದುಕು ಒಂದು ರೀತಿ ದಯನೀಯ [1084,492,1521,513]
cinema-body-beside-photo [765,592,1051,794]
night-curfew-body [48,1489,449,1622]
divider [471,479,1539,480]
assistant-text: ಸಹಾಯಕರ ಹುದ್ದೆಗಳಿಗೆ ಅರ್ಜಿ ಆಹ್ವಾನಿಸಲಾಗಿದ್ದು, ಮಾಸಿಕ 16,000 ರೂ. ಗೌರವಧನ ನೀಡಲಾಗುವುದು. ಆಸಕ್ತರು ದೂರವಾಣಿ ಸಂಖ್ಯೆ 0821-2541942ಅನ್ನು ಸಂಪರ್ಕಿಸಬಹುದು. ಸಹಾಯಕರ ಹುದ್ದೆಗಳಿಗೆ ಅರ್ಜಿ ಆಹ್ವಾನಿಸಲಾಗಿದ್ದು, ಮಾಸಿಕ 16,000 ರೂ. ಗೌರವಧನ ನೀಡಲಾಗುವುದು. ಆಸಕ್ತರು ದೂರವಾಣಿ ಸಂಖ್ಯೆ 0821-2541942ಅನ್ನು ಸಂಪರ್ಕಿಸಬಹುದು. ಸಹಾಯಕರ ಹುದ್ದೆಗಳಿಗೆ ಅರ್ಜಿ ಆಹ್ವಾನಿಸಲಾಗಿದ್ದು, ಮಾಸಿಕ 16,000 ರೂ. ಗೌರವಧನ ನೀಡಲಾಗುವುದು. ಆಸಕ್ತರು ದೂರವಾಣಿ ಸಂಖ್ಯೆ 0821-2541942ಅನ್ನು ಸಂಪರ್ಕಿಸಬಹುದು. ಸಹಾಯಕರ ಹುದ್ದೆಗಳಿಗೆ ಅರ್ಜಿ ಆಹ್ವಾನಿಸಲಾಗಿದ್ದು, ಮಾಸಿಕ 16,000 ರೂ. ಗೌರವಧನ ನೀಡಲಾಗುವುದು. ಆಸಕ್ತರು ದೂರವಾಣಿ ಸಂಖ್ಯೆ 0821-2541942ಅನ್ನು ಸಂಪರ್ಕಿಸಬಹುದು. [471,1144,684,1429]
speech-bubble-icon [92,1452,119,1477]
lead-text-2: ಕೈದಿಗಳ ಕುಟುಂಬ ಸದಸ್ಯರ ಖುದ್ದು ಭೇಟಿ ರದ್ದುಗೊಳಿಸಲಾಗಿದ್ದು, ಇ-ಮುಲಕತ್ (ವಿಡಿಯೋ ಕಾನ್ಫರೆನ್ಸ್) ಮೂಲಕವೇ ಸಂಪರ್ಕಿಸಲು ಅವಕಾಶ ಕಲ್ಪಿಸಲಾಗಿದೆ. ಕೈದಿಗಳ ಕುಟುಂಬ ಸದಸ್ಯರ ಖುದ್ದು ಭೇಟಿ ರದ್ದುಗೊಳಿಸಲಾಗಿದ್ದು, ಇ-ಮುಲಕತ್ (ವಿಡಿಯೋ ಕಾನ್ಫರೆನ್ಸ್) ಮೂಲಕವೇ ಸಂಪರ್ಕಿಸಲು ಅವಕಾಶ ಕಲ್ಪಿಸಲಾಗಿದೆ. ಕೈದಿಗಳ ಕುಟುಂಬ ಸದಸ್ಯರ ಖುದ್ದು ಭೇಟಿ ರದ್ದುಗೊಳಿಸಲಾಗಿದ್ದು, ಇ-ಮುಲಕತ್ (ವಿಡಿಯೋ ಕಾನ್ಫರೆನ್ಸ್) ಮೂಲಕವೇ ಸಂಪರ್ಕಿಸಲು ಅವಕಾಶ ಕಲ್ಪಿಸಲಾಗಿದೆ. ಕೈದಿಗಳ ಕುಟುಂಬ ಸದಸ್ಯರ ಖುದ್ದು ಭೇಟಿ ರದ್ದುಗೊಳಿಸಲಾಗಿದ್ದು, ಇ-ಮುಲಕತ್ (ವಿಡಿಯೋ ಕಾನ್ಫರೆನ್ಸ್) ಮೂಲಕವೇ ಸಂಪರ್ಕಿಸಲು ಅವಕಾಶ ಕಲ್ಪಿಸಲಾಗಿದೆ. [932,268,1539,419]
magenta-registration-dot [77,2327,93,2343]
covid-staff-headline [1066,519,1539,593]
divider [51,1629,447,1630]
arrest-inline-subhead: ವಿಶೇಷ ತಂಡ: [131,496,198,512]
continued-from-page-one-banner: ಒಂದನೇ ಪುಟದಿಂದ [48,153,449,189]
covid-staff-headline-line1: ಕುಟುಂಬ ಸದಸ್ಯರೊಂದಿಗೆ ಮುಕ್ತವಾಗಿ [1127,520,1479,554]
lead-headline: ನಾಳೆ ಕೈದಿಗಳಿಗೆ ಕೊರೊನಾ ಲಸಿಕೆ [647,140,1364,217]
column-divider [1359,1566,1360,2317]
seized-box-body [60,778,437,950]
postpone-heading: ಮುಂದೂಡಲು ನಿರ್ಧಾರ [151,972,347,1001]
suicide-body [48,1678,449,1830]
lead-inline-subhead: ಇ-ಮುಲಕತ್ ಸೇವೆ: [903,386,1108,419]
page-label: ಪುಟ [91,100,117,120]
war-room-kicker: ಹೆಚ್ಚುತ್ತಿರುವ ಕೊರೊನಾ ಸೋಂಕಿನ ಹಿನ್ನೆಲೆ [975,1068,1261,1092]
cinema-headline-line1: ಮೈಸೂರು ಜಿಲ್ಲೆಯಾದ್ಯಂತ [620,491,902,529]
workers-left-column [471,1721,689,2109]
workers-bottom-body [471,2147,1353,2315]
workers-headline-line1: ಪೌರ ಕಾರ್ಮಿಕರಿಗೆ ಅಗತ್ಯ ಸೌಲಭ್ಯ ನೀಡದ [622,1580,1202,1630]
cinema-screen [540,633,660,695]
arrest-headline: ಖಾಸಗಿ ಆಸ್ಪತ್ರೆ ಸಿಬ್ಬಂದಿ ಬಂಧನ [102,196,396,231]
covid-staff-ending: ಅಂತಹವರನ್ನು ಊರಿಗೆ ಬರಬೇಡಿ ಎನ್ನುತ್ತಿರುವುದು ಸಾಮಾನ್ಯವಾಗಿದೆ ಎಂದು ಕೆಲ ಸೆಕ್ಯೂರಿಟಿ ಗಾರ್ಡ್‌ಗಳು ತಮ್ಮ ನೋವು ತೋಡಿಕೊಳ್ಳುತ್ತಿದ್ದಾರೆ. [1308,840,1539,906]
black-registration-dot [127,2327,143,2343]
cyan-registration-dot [717,2327,733,2343]
workers-byline: ರಾಜ್ಯ ಸಫಾಯಿ ಕರ್ಮಚಾರಿ ಆಯೋಗದ ಅಧ್ಯಕ್ಷ ಕೋಟೆ ಎಂ.ಶಿವಣ್ಣ ಎಚ್ಚರಿಕೆ [789,1721,1263,1743]
black-registration-dot [791,2327,807,2343]
blow-headline: ಮತ್ತೆ ಭಾರೀ ಹೊಡೆತ [153,1843,345,1875]
black-registration-dot [1449,2327,1465,2343]
night-curfew-heading-row [48,1450,449,1478]
war-room-lead-text: ಕೊರೊನಾ ಸೋಂಕಿತರ ಸಂಖ್ಯೆ ಹೆಚ್ಚುತ್ತಿರುವ ಹಿನ್ನೆಲೆಯಲ್ಲಿ ಹಾಸಿಗೆ, ಐಸಿಯು, ವೆಂಟಿಲೇಟರ್‌ಗಳ ಮಾಹಿತಿ ಪಡೆಯಲು ಜಿಲ್ಲಾ ವಾರ್ ರೂಂಗೆ ನಿತ್ಯ ನೂರಾರು ಕರೆಗಳು ಬರುತ್ತಿವೆ. ಕೊರೊನಾ ಸೋಂಕಿತರ ಸಂಖ್ಯೆ ಹೆಚ್ಚುತ್ತಿರುವ ಹಿನ್ನೆಲೆಯಲ್ಲಿ ಹಾಸಿಗೆ, ಐಸಿಯು, ವೆಂಟಿಲೇಟರ್‌ಗಳ ಮಾಹಿತಿ ಪಡೆಯಲು ಜಿಲ್ಲಾ ವಾರ್ ರೂಂಗೆ ನಿತ್ಯ ನೂರಾರು ಕರೆಗಳು ಬರುತ್ತಿವೆ. ಕೊರೊನಾ ಸೋಂಕಿತರ ಸಂಖ್ಯೆ ಹೆಚ್ಚುತ್ತಿರುವ ಹಿನ್ನೆಲೆಯಲ್ಲಿ ಹಾಸಿಗೆ, ಐಸಿಯು, ವೆಂಟಿಲೇಟರ್‌ಗಳ ಮಾಹಿತಿ ಪಡೆಯಲು ಜಿಲ್ಲಾ ವಾರ್ ರೂಂಗೆ ನಿತ್ಯ ನೂರಾರು ಕರೆಗಳು ಬರುತ್ತಿವೆ. [697,1184,867,1436]
assistant-headline-line2: ಅರ್ಜಿ ಆಹ್ವಾನ [514,1102,641,1134]
night-curfew-text: ಕೇವಲ ನೈಟ್ ಕರ್ಫ್ಯೂ ಜಾರಿಗೊಳಿಸುವುದರಿಂದ ಸುಮಾರು ಶೇ. 2ರಿಂದ 3ರಷ್ಟು ಮಾತ್ರ ಕೊರೊನಾ ಹರಡುವಿಕೆ ಕಡಿಮೆಯಾಗಬಹುದು ಎಂದು ಮೈಸೂರು ಹೋಟೆಲ್ ಮಾಲೀಕರ ಸಂಘದ ಅಧ್ಯಕ್ಷ ಸಿ.ನಾರಾಯಣಗೌಡ ‘ಮೈಸೂರು ಮಿತ್ರ’ನಿಗೆ ತಿಳಿಸಿದರು. ಎಚ್ಚೆತ್ತುಕೊಂಡು, ಕೊರೊನಾ ಲಸಿಕೆ ಪಡೆದುಕೊಳ್ಳುತ್ತಿದ್ದಾರೆ. ಕೇವಲ ನೈಟ್ ಕರ್ಫ್ಯೂ ಜಾರಿಗೊಳಿಸುವುದರಿಂದ ಸುಮಾರು ಶೇ. 2ರಿಂದ 3ರಷ್ಟು ಮಾತ್ರ ಕೊರೊನಾ ಹರಡುವಿಕೆ ಕಡಿಮೆಯಾಗಬಹುದು ಎಂದು ಮೈಸೂರು ಹೋಟೆಲ್ ಮಾಲೀಕರ ಸಂಘದ ಅಧ್ಯಕ್ಷ ಸಿ.ನಾರಾಯಣಗೌಡ ‘ಮೈಸೂರು ಮಿತ್ರ’ನಿಗೆ ತಿಳಿಸಿದರು. ಎಚ್ಚೆತ್ತುಕೊಂಡು, ಕೊರೊನಾ ಲಸಿಕೆ ಪಡೆದುಕೊಳ್ಳುತ್ತಿದ್ದಾರೆ. [48,1490,449,1607]
column-divider [1057,483,1059,1059]
cyan-registration-dot [1375,2327,1391,2343]
photo-person-head [1190,1818,1232,1857]
column-divider [459,148,460,2315]
photo-officials-group [700,1753,1353,2081]
bullet-icon [876,1210,892,1226]
war-room-text-2: ಕೊರೊನಾ ಸೋಂಕಿತರ ಸಂಖ್ಯೆ ಹೆಚ್ಚುತ್ತಿರುವ ಹಿನ್ನೆಲೆಯಲ್ಲಿ ಹಾಸಿಗೆ, ಐಸಿಯು, ವೆಂಟಿಲೇಟರ್‌ಗಳ ಮಾಹಿತಿ ಪಡೆಯಲು ಜಿಲ್ಲಾ ವಾರ್ ರೂಂಗೆ ನಿತ್ಯ ನೂರಾರು ಕರೆಗಳು ಬರುತ್ತಿವೆ. ಕೊರೊನಾ ಸೋಂಕಿತರ ಸಂಖ್ಯೆ ಹೆಚ್ಚುತ್ತಿರುವ ಹಿನ್ನೆಲೆಯಲ್ಲಿ ಹಾಸಿಗೆ, ಐಸಿಯು, ವೆಂಟಿಲೇಟರ್‌ಗಳ ಮಾಹಿತಿ ಪಡೆಯಲು ಜಿಲ್ಲಾ ವಾರ್ ರೂಂಗೆ ನಿತ್ಯ ನೂರಾರು ಕರೆಗಳು ಬರುತ್ತಿವೆ. ಕೊರೊನಾ ಸೋಂಕಿತರ ಸಂಖ್ಯೆ ಹೆಚ್ಚುತ್ತಿರುವ ಹಿನ್ನೆಲೆಯಲ್ಲಿ ಹಾಸಿಗೆ, ಐಸಿಯು, ವೆಂಟಿಲೇಟರ್‌ಗಳ ಮಾಹಿತಿ ಪಡೆಯಲು ಜಿಲ್ಲಾ ವಾರ್ ರೂಂಗೆ ನಿತ್ಯ ನೂರಾರು ಕರೆಗಳು ಬರುತ್ತಿವೆ. [1324,1262,1539,1464]
print-registration-marks [1375,2327,1465,2343]
column-divider [689,1065,690,1559]
assistant-dateline: ಮೈಸೂರು, ಏ. 19– [471,1144,570,1159]
cinema-dateline: ಮೈಸೂರು, ಏ.19(ಆರ್ಕೆ)- [765,593,903,608]
cinema-ending: ಭಾನುವಾರ ಗಾಯಿತ್ರಿ ಚಿತ್ರಮಂದಿರದಲ್ಲಿ ಸಂಘದ ಅಧ್ಯಕ್ಷ ಅಜಿತ್ ಮಾತನಾಡಿ, ಒಳಿತು ಎಂಬ ನಿರ್ಧಾರಕ್ಕೆ ಬಂದಿದ್ದೇವೆ. ಇದರಿಂದ ಗ್ರಾಹಕರಿಗಾಗುವ ತೊಂದರೆಗಾಗಿ ವಿಷಾದಿಸುತ್ತೇವೆ ಎಂದರು. [864,903,1051,986]
page-number: 9 [124,87,147,133]
magenta-registration-dot [742,2327,758,2343]
workers-right-column [1367,1571,1539,2315]
print-registration-marks [717,2327,807,2343]
war-room-text: ದಿನದ 24 ಗಂಟೆಯೂ ಕಾರ್ಯನಿರ್ವಹಿಸುವ ವಾರ್ ರೂಂ (0821-2957711)ಗೆ ಕರೆ ಮಾಡಿ ಮಾಹಿತಿ ಪಡೆಯಬಹುದು. ಒಂದು ವೇಳೆ ಖಾಸಗಿ ಆಸ್ಪತ್ರೆಗಳಲ್ಲಿ ಪಾಲಿಕೆ ವ್ಯವಸ್ಥೆ ಮಾಡಿದೆಯಲ್ಲದೆ ವರದಿ ಬಂದ ತಕ್ಷಣ ವಾರ್ ರೂಂಗೆ ಮಾಹಿತಿ ನೀಡಲಾಗುತ್ತದೆ. ದಿನದ 24 ಗಂಟೆಯೂ ಕಾರ್ಯನಿರ್ವಹಿಸುವ ವಾರ್ ರೂಂ (0821-2957711)ಗೆ ಕರೆ ಮಾಡಿ ಮಾಹಿತಿ ಪಡೆಯಬಹುದು. ಒಂದು ವೇಳೆ ಖಾಸಗಿ ಆಸ್ಪತ್ರೆಗಳಲ್ಲಿ ಪಾಲಿಕೆ ವ್ಯವಸ್ಥೆ ಮಾಡಿದೆಯಲ್ಲದೆ ವರದಿ ಬಂದ ತಕ್ಷಣ ವಾರ್ ರೂಂಗೆ ಮಾಹಿತಿ ನೀಡಲಾಗುತ್ತದೆ. ದಿನದ 24 ಗಂಟೆಯೂ ಕಾರ್ಯನಿರ್ವಹಿಸುವ ವಾರ್ ರೂಂ (0821-2957711)ಗೆ ಕರೆ ಮಾಡಿ ಮಾಹಿತಿ ಪಡೆಯಬಹುದು. ಒಂದು ವೇಳೆ ಖಾಸಗಿ ಆಸ್ಪತ್ರೆಗಳಲ್ಲಿ ಪಾಲಿಕೆ ವ್ಯವಸ್ಥೆ ಮಾಡಿದೆಯಲ್ಲದೆ ವರದಿ ಬಂದ ತಕ್ಷಣ ವಾರ್ ರೂಂಗೆ ಮಾಹಿತಿ ನೀಡಲಾಗುತ್ತದೆ. ದಿನದ 24 ಗಂಟೆಯೂ ಕಾರ್ಯನಿರ್ವಹಿಸುವ ವಾರ್ ರೂಂ (0821-2957711)ಗೆ ಕರೆ ಮಾಡಿ ಮಾಹಿತಿ ಪಡೆಯಬಹುದು. ಒಂದು ವೇಳೆ ಖಾಸಗಿ ಆಸ್ಪತ್ರೆಗಳಲ್ಲಿ ಪಾಲಿಕೆ ವ್ಯವಸ್ಥೆ ಮಾಡಿದೆಯಲ್ಲದೆ ವರದಿ ಬಂದ ತಕ್ಷಣ ವಾರ್ ರೂಂಗೆ ಮಾಹಿತಿ ನೀಡಲಾಗುತ್ತದೆ. ದಿನದ 24 ಗಂಟೆಯೂ ಕಾರ್ಯನಿರ್ವಹಿಸುವ ವಾರ್ ರೂಂ (0821-2957711)ಗೆ ಕರೆ ಮಾಡಿ ಮಾಹಿತಿ ಪಡೆಯಬಹುದು. ಒಂದು ವೇಳೆ ಖಾಸಗಿ ಆಸ್ಪತ್ರೆಗಳಲ್ಲಿ ಪಾಲಿಕೆ ವ್ಯವಸ್ಥೆ ಮಾಡಿದೆಯಲ್ಲದೆ ವರದಿ ಬಂದ ತಕ್ಷಣ ವಾರ್ ರೂಂಗೆ ಮಾಹಿತಿ ನೀಡಲಾಗುತ್ತದೆ. [876,1246,1539,1481]
photo-person [1261,1865,1340,2081]
photo-water-bottle [719,1963,740,2049]
workers-left-text: ರಾಜ್ಯ ಸಫಾಯಿ ಕರ್ಮಚಾರಿ ಆಯೋಗದ ಅಧ್ಯಕ್ಷ ಕೋಟೆ ಎಂ.ಶಿವಣ್ಣ ಅವರು ಪೌರ ಕಾರ್ಮಿಕರಿಗೆ ಅಗತ್ಯ ಸೌಲಭ್ಯ ನೀಡದ ಅಧಿಕಾರಿಗಳ ವಿರುದ್ಧ ನಿರ್ದಾಕ್ಷಿಣ್ಯ ಕ್ರಮ ಕೈಗೊಳ್ಳಲಾಗುವುದು ಎಂದು ಎಚ್ಚರಿಕೆ ನೀಡಿದರು. ರಾಜ್ಯ ಸಫಾಯಿ ಕರ್ಮಚಾರಿ ಆಯೋಗದ ಅಧ್ಯಕ್ಷ ಕೋಟೆ ಎಂ.ಶಿವಣ್ಣ ಅವರು ಪೌರ ಕಾರ್ಮಿಕರಿಗೆ ಅಗತ್ಯ ಸೌಲಭ್ಯ ನೀಡದ ಅಧಿಕಾರಿಗಳ ವಿರುದ್ಧ ನಿರ್ದಾಕ್ಷಿಣ್ಯ ಕ್ರಮ ಕೈಗೊಳ್ಳಲಾಗುವುದು ಎಂದು ಎಚ್ಚರಿಕೆ ನೀಡಿದರು. ರಾಜ್ಯ ಸಫಾಯಿ ಕರ್ಮಚಾರಿ ಆಯೋಗದ ಅಧ್ಯಕ್ಷ ಕೋಟೆ ಎಂ.ಶಿವಣ್ಣ ಅವರು ಪೌರ ಕಾರ್ಮಿಕರಿಗೆ ಅಗತ್ಯ ಸೌಲಭ್ಯ ನೀಡದ ಅಧಿಕಾರಿಗಳ ವಿರುದ್ಧ ನಿರ್ದಾಕ್ಷಿಣ್ಯ ಕ್ರಮ ಕೈಗೊಳ್ಳಲಾಗುವುದು ಎಂದು ಎಚ್ಚರಿಕೆ ನೀಡಿದರು. ರಾಜ್ಯ ಸಫಾಯಿ ಕರ್ಮಚಾರಿ ಆಯೋಗದ ಅಧ್ಯಕ್ಷ ಕೋಟೆ ಎಂ.ಶಿವಣ್ಣ ಅವರು ಪೌರ ಕಾರ್ಮಿಕರಿಗೆ ಅಗತ್ಯ ಸೌಲಭ್ಯ ನೀಡದ ಅಧಿಕಾರಿಗಳ ವಿರುದ್ಧ ನಿರ್ದಾಕ್ಷಿಣ್ಯ ಕ್ರಮ ಕೈಗೊಳ್ಳಲಾಗುವುದು ಎಂದು ಎಚ್ಚರಿಕೆ ನೀಡಿದರು. [471,1721,689,2041]
workers-headline-line2: ಅಧಿಕಾರಿಗಳ ವಿರುದ್ಧ ನಿರ್ದಾಕ್ಷಿಣ್ಯ ಕ್ರಮ [647,1644,1177,1695]
war-room-bullet [876,1168,1539,1194]
cinema-text: ಕೊರೊನಾ ವೈರಸ್ ಸೋಂಕು ದಿನದಿಂದ ದಿನಕ್ಕೆ ಹೆಚ್ಚುತ್ತಿರುವ ಹಿನ್ನೆಲೆಯಲ್ಲಿ ಮೈಸೂರು ಜಿಲ್ಲೆಯ ಎಲ್ಲಾ ಚಿತ್ರಮಂದಿರಗಳನ್ನು ಏ.23ರಿಂದ ಬಂದ್ ಮಾಡಲು ತೀರ್ಮಾನಿಸಲಾಗಿದೆ ಎಂದರು. ಕೊರೊನಾ ವೈರಸ್ ಸೋಂಕು ದಿನದಿಂದ ದಿನಕ್ಕೆ ಹೆಚ್ಚುತ್ತಿರುವ ಹಿನ್ನೆಲೆಯಲ್ಲಿ ಮೈಸೂರು ಜಿಲ್ಲೆಯ ಎಲ್ಲಾ ಚಿತ್ರಮಂದಿರಗಳನ್ನು ಏ.23ರಿಂದ ಬಂದ್ ಮಾಡಲು ತೀರ್ಮಾನಿಸಲಾಗಿದೆ ಎಂದರು. ಕೊರೊನಾ ವೈರಸ್ ಸೋಂಕು ದಿನದಿಂದ ದಿನಕ್ಕೆ ಹೆಚ್ಚುತ್ತಿರುವ ಹಿನ್ನೆಲೆಯಲ್ಲಿ ಮೈಸೂರು ಜಿಲ್ಲೆಯ ಎಲ್ಲಾ ಚಿತ್ರಮಂದಿರಗಳನ್ನು ಏ.23ರಿಂದ ಬಂದ್ ಮಾಡಲು ತೀರ್ಮಾನಿಸಲಾಗಿದೆ ಎಂದರು. [765,593,1051,777]
